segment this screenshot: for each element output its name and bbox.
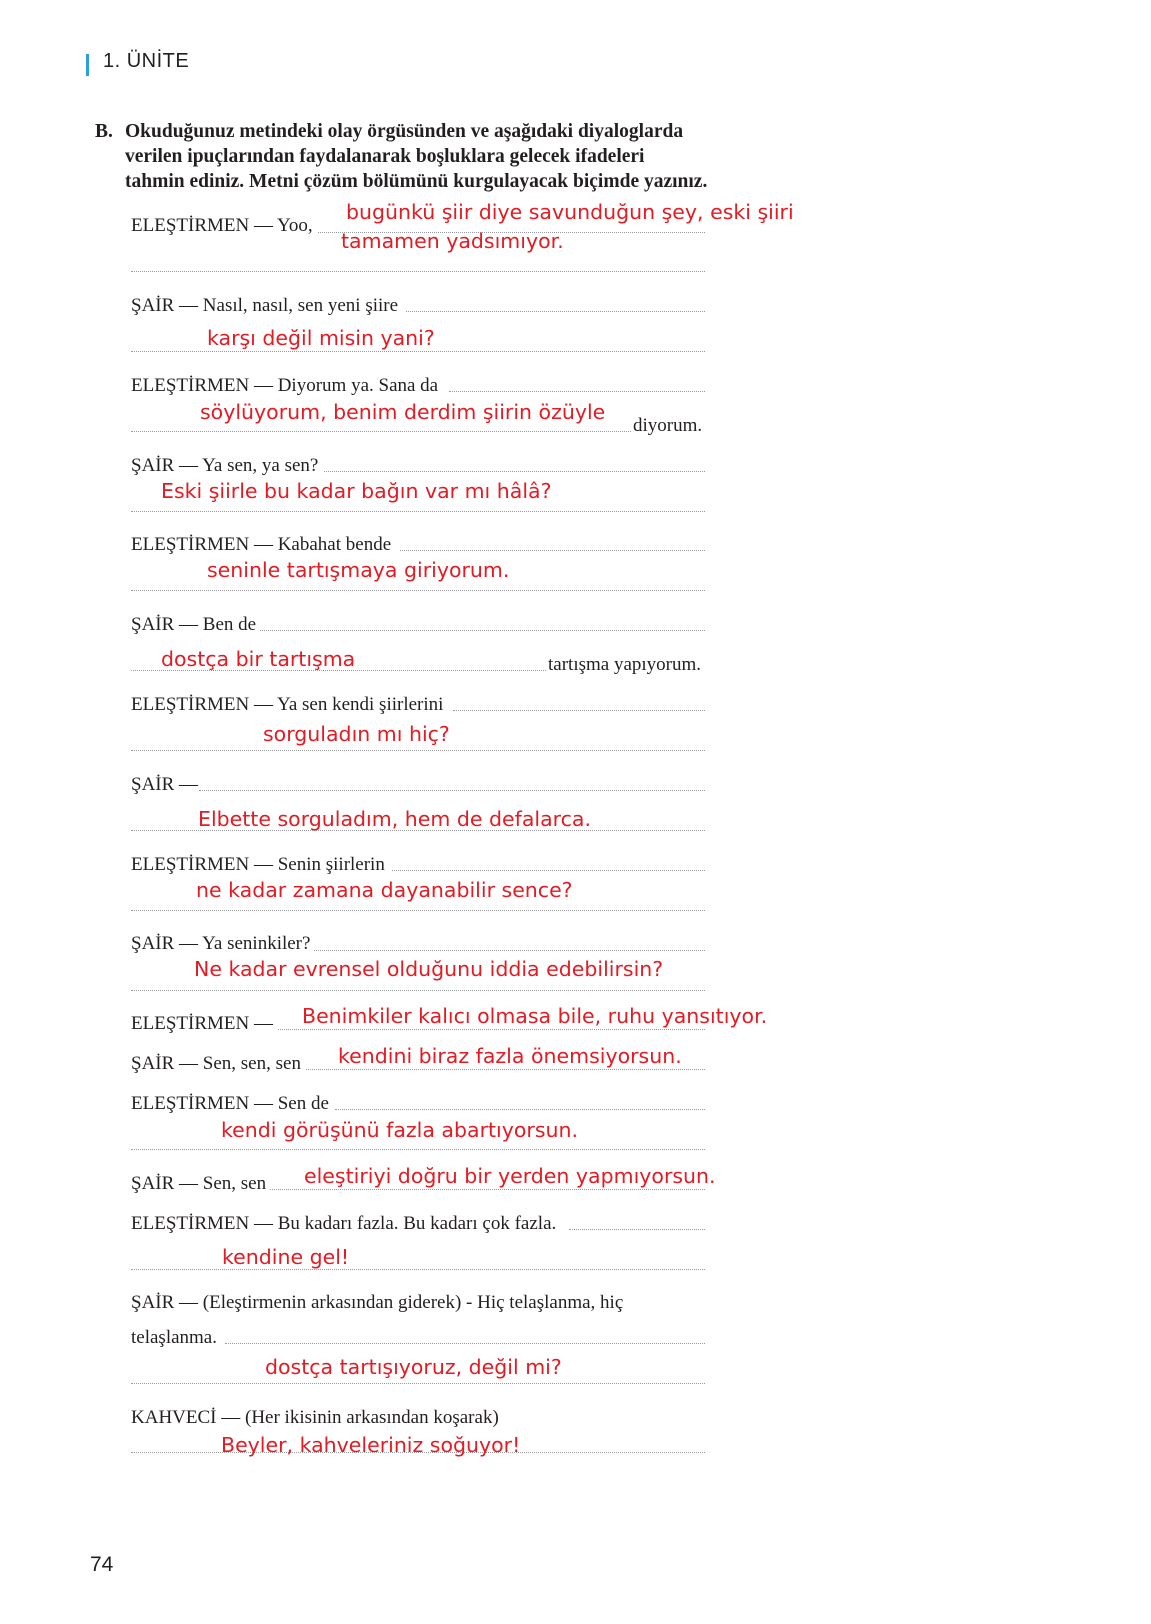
answer-line	[131, 750, 705, 751]
handwritten-answer: Eski şiirle bu kadar bağın var mı hâlâ?	[161, 479, 552, 503]
answer-line	[131, 1149, 705, 1150]
handwritten-answer: seninle tartışmaya giriyorum.	[207, 558, 510, 582]
dialogue-prompt: ŞAİR — Nasıl, nasıl, sen yeni şiire	[131, 295, 399, 316]
answer-line	[131, 431, 631, 432]
dialogue-prompt: ELEŞTİRMEN — Diyorum ya. Sana da	[131, 375, 439, 396]
instruction-line-2: verilen ipuçlarından faydalanarak boşluklara gelecek ifadeleri	[125, 146, 645, 167]
answer-line	[324, 471, 705, 472]
dialogue-prompt: ELEŞTİRMEN — Kabahat bende	[131, 534, 392, 555]
dialogue-prompt: ELEŞTİRMEN — Sen de	[131, 1093, 329, 1114]
handwritten-answer: Beyler, kahveleriniz soğuyor!	[221, 1433, 521, 1457]
dialogue-prompt: ŞAİR — Ben de	[131, 614, 257, 635]
unit-title: 1. ÜNİTE	[103, 50, 190, 72]
answer-line	[270, 1189, 705, 1190]
handwritten-answer: dostça tartışıyoruz, değil mi?	[265, 1355, 562, 1379]
answer-line	[406, 311, 705, 312]
answer-line	[131, 351, 705, 352]
answer-line	[392, 870, 705, 871]
dialogue-prompt: ŞAİR — (Eleştirmenin arkasından giderek) - Hiç telaşlanma, hiç	[131, 1292, 624, 1313]
dialogue-prompt: ŞAİR —	[131, 774, 199, 795]
dialogue-prompt: ŞAİR — Sen, sen	[131, 1173, 267, 1194]
handwritten-answer: Benimkiler kalıcı olmasa bile, ruhu yansıtıyor.	[302, 1004, 768, 1028]
dialogue-prompt: KAHVECİ — (Her ikisinin arkasından koşarak)	[131, 1407, 499, 1428]
handwritten-answer: söylüyorum, benim derdim şiirin özüyle	[200, 400, 606, 424]
handwritten-answer: Elbette sorguladım, hem de defalarca.	[198, 807, 591, 831]
dialogue-prompt: ELEŞTİRMEN —	[131, 1013, 273, 1034]
answer-line	[131, 1269, 705, 1270]
handwritten-answer: Ne kadar evrensel olduğunu iddia edebilirsin?	[194, 957, 664, 981]
answer-line	[225, 1343, 705, 1344]
answer-line	[314, 950, 705, 951]
dialogue-suffix: diyorum.	[633, 415, 703, 436]
handwritten-answer: eleştiriyi doğru bir yerden yapmıyorsun.	[304, 1164, 716, 1188]
dialogue-prompt: ŞAİR — Ya sen, ya sen?	[131, 455, 319, 476]
instruction-line-1: Okuduğunuz metindeki olay örgüsünden ve aşağıdaki diyaloglarda	[125, 121, 684, 142]
answer-line	[400, 550, 705, 551]
answer-line	[335, 1109, 705, 1110]
dialogue-prompt: ELEŞTİRMEN — Senin şiirlerin	[131, 854, 385, 875]
dialogue-prompt: ŞAİR — Ya seninkiler?	[131, 933, 311, 954]
handwritten-answer: tamamen yadsımıyor.	[341, 229, 564, 253]
dialogue-prompt: ELEŞTİRMEN — Yoo,	[131, 215, 313, 236]
answer-line	[453, 710, 705, 711]
dialogue-suffix: tartışma yapıyorum.	[548, 654, 702, 675]
handwritten-answer: kendine gel!	[222, 1245, 350, 1269]
handwritten-answer: sorguladın mı hiç?	[263, 722, 450, 746]
page-number: 74	[90, 1553, 114, 1576]
answer-line	[131, 910, 705, 911]
answer-line	[449, 391, 705, 392]
instruction-line-3: tahmin ediniz. Metni çözüm bölümünü kurgulayacak biçimde yazınız.	[125, 171, 708, 192]
answer-line	[131, 990, 705, 991]
handwritten-answer: dostça bir tartışma	[161, 647, 356, 671]
dialogue-prompt-continued: telaşlanma.	[131, 1327, 217, 1348]
dialogue-prompt: ELEŞTİRMEN — Bu kadarı fazla. Bu kadarı çok fazla.	[131, 1213, 557, 1234]
instruction-block	[95, 119, 745, 194]
answer-line	[260, 630, 705, 631]
handwritten-answer: ne kadar zamana dayanabilir sence?	[196, 878, 573, 902]
answer-line	[131, 511, 705, 512]
answer-line	[131, 1383, 705, 1384]
answer-line	[131, 590, 705, 591]
handwritten-answer: kendini biraz fazla önemsiyorsun.	[338, 1044, 682, 1068]
answer-line	[199, 790, 705, 791]
handwritten-answer: bugünkü şiir diye savunduğun şey, eski şiiri	[346, 200, 794, 224]
unit-accent-bar	[86, 54, 89, 76]
instruction-letter: B.	[95, 121, 113, 142]
handwritten-answer: kendi görüşünü fazla abartıyorsun.	[221, 1118, 579, 1142]
dialogue-prompt: ŞAİR — Sen, sen, sen	[131, 1053, 301, 1074]
answer-line	[306, 1069, 705, 1070]
dialogue-prompt: ELEŞTİRMEN — Ya sen kendi şiirlerini	[131, 694, 444, 715]
answer-line	[278, 1029, 705, 1030]
answer-line	[131, 271, 705, 272]
handwritten-answer: karşı değil misin yani?	[207, 326, 435, 350]
answer-line	[569, 1229, 705, 1230]
